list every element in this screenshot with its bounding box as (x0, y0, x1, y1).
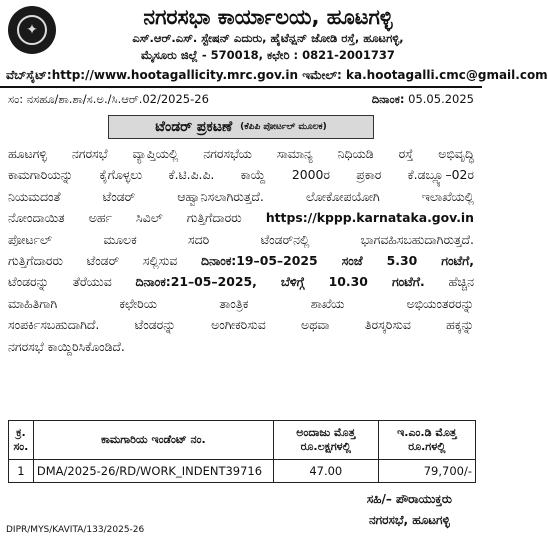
body-line: ಕಾಮಗಾರಿಯನ್ನು ಕೈಗೊಳ್ಳಲು ಕೆ.ಟಿ.ಪಿ.ಪಿ. ಕಾಯ್ದೆ 2000ರ ಪ್ರಕಾರ ಕೆ.ಡಬ್ಲ್ಯೂ–02ರ (8, 167, 474, 183)
body-line: ಸಂಪರ್ಕಿಸಬಹುದಾಗಿದೆ. ಟೆಂಡರನ್ನು ಅಂಗೀಕರಿಸುವ ಅಥವಾ ತಿರಸ್ಕರಿಸುವ ಹಕ್ಕನ್ನು (8, 317, 474, 333)
signature-block (367, 489, 452, 531)
letterhead-text (56, 4, 476, 64)
reference-date (372, 91, 474, 111)
address-line-2: ಮೈಸೂರು ಜಿಲ್ಲೆ - 570018, ಕಛೇರಿ : 0821-2001737 (141, 48, 395, 62)
body-line: ಮಾಹಿತಿಗಾಗಿ ಕಛೇರಿಯ ತಾಂತ್ರಿಕ ಶಾಖೆಯ ಅಭಿಯಂತರರನ್ನು (8, 295, 474, 311)
signature-line-2: ನಗರಸಭೆ, ಹೂಟಗಳ್ಳಿ (368, 513, 450, 527)
body-line (8, 250, 474, 271)
body-line (8, 271, 474, 292)
contact-row (0, 66, 548, 84)
government-emblem-icon: ✦ (8, 6, 56, 54)
body-line: ಪೋರ್ಟಲ್ ಮೂಲಕ ಸದರಿ ಟೆಂಡರ್‌ನಲ್ಲಿ ಭಾಗವಹಿಸಬಹುದಾಗಿರುತ್ತದೆ. (8, 231, 474, 247)
reference-number: ಸಂ: ನಸಹೂ/ಶಾ.ಶಾ/ಸ.ಅ./ಸಿ.ಆರ್.02/2025-26 (8, 92, 209, 106)
header-estimated-amount: ಅಂದಾಜು ಮೊತ್ತ ರೂ.ಲಕ್ಷಗಳಲ್ಲಿ (273, 421, 378, 460)
notice-body (0, 139, 482, 357)
body-line-text: ನೋಂದಾಯಿತ ಅರ್ಹ ಸಿವಿಲ್ ಗುತ್ತಿಗೆದಾರರು (8, 210, 242, 226)
cell-estimated-amount: 47.00 (273, 460, 378, 483)
dipr-code: DIPR/MYS/KAVITA/133/2025-26 (6, 525, 145, 535)
letterhead (0, 0, 482, 66)
tender-table (8, 420, 476, 483)
body-line: ಹೂಟಗಳ್ಳಿ ನಗರಸಭೆ ವ್ಯಾಪ್ತಿಯಲ್ಲಿ ನಗರಸಭೆಯ ಸಾಮಾನ್ಯ ನಿಧಿಯಡಿ ರಸ್ತೆ ಅಭಿವೃದ್ಧಿ (8, 146, 474, 161)
cell-indent-no: DMA/2025-26/RD/WORK_INDENT39716 (33, 460, 273, 483)
title-sub: (ಕೆಪಿಪಿ ಪೋರ್ಟಲ್ ಮೂಲಕ) (240, 122, 327, 132)
body-line-text: ಟೆಂಡರನ್ನು ತೆರೆಯುವ (8, 274, 112, 290)
date-value: 05.05.2025 (408, 92, 474, 106)
cell-sl-no: 1 (9, 460, 34, 483)
body-line: ನಿಯಮದಂತೆ ಟೆಂಡರ್ ಆಹ್ವಾನಿಸಲಾಗಿರುತ್ತದೆ. ಲೋಕೋಪಯೋಗಿ ಇಲಾಖೆಯಲ್ಲಿ (8, 188, 474, 204)
table-row (9, 460, 476, 483)
address-line-1: ಎಸ್.ಆರ್.ಎಸ್. ಸ್ಟೇಷನ್ ಎದುರು, ಹೈಟೆನ್ಷನ್ ಜೋಡಿ ರಸ್ತೆ, ಹೂಟಗಳ್ಳಿ, (132, 31, 404, 45)
email-label: ಇಮೇಲ್: (302, 68, 342, 82)
cell-emd-amount: 79,700/- (378, 460, 475, 483)
opening-date: ದಿನಾಂಕ:21–05–2025, ಬೆಳಿಗ್ಗೆ 10.30 ಗಂಟೆಗೆ. (135, 274, 425, 290)
reference-row (0, 88, 482, 111)
submission-deadline: ದಿನಾಂಕ:19–05–2025 ಸಂಜೆ 5.30 ಗಂಟೆಗೆ, (200, 253, 474, 269)
table-header-row (9, 421, 476, 460)
body-line-text: ಹೆಚ್ಚಿನ (448, 274, 474, 290)
header-sl-no: ಕ್ರ. ಸಂ. (9, 421, 34, 460)
notice-title (108, 115, 374, 139)
header-indent-no: ಕಾಮಗಾರಿಯ ಇಂಡೆಂಟ್ ನಂ. (33, 421, 273, 460)
portal-link[interactable]: https://kppp.karnataka.gov.in (265, 210, 474, 226)
header-emd-amount: ಇ.ಎಂ.ಡಿ ಮೊತ್ತ ರೂ.ಗಳಲ್ಲಿ (378, 421, 475, 460)
email-link[interactable]: ka.hootagalli.cmc@gmail.com (346, 68, 548, 82)
office-name: ನಗರಸಭಾ ಕಾರ್ಯಾಲಯ, ಹೂಟಗಳ್ಳಿ (143, 5, 393, 29)
body-line-text: ಗುತ್ತಿಗೆದಾರರು ಟೆಂಡರ್ ಸಲ್ಲಿಸುವ (8, 253, 178, 269)
body-line (8, 207, 474, 228)
website-label: ವೆಬ್‌ಸೈಟ್: (6, 68, 52, 82)
signature-line-1: ಸಹಿ/– ಪೌರಾಯುಕ್ತರು (366, 492, 452, 506)
title-main: ಟೆಂಡರ್ ಪ್ರಕಟಣೆ (155, 119, 233, 135)
body-line: ನಗರಸಭೆ ಕಾಯ್ದಿರಿಸಿಕೊಂಡಿದೆ. (8, 338, 125, 354)
date-label: ದಿನಾಂಕ: (371, 92, 405, 106)
website-link[interactable]: http://www.hootagallicity.mrc.gov.in (51, 68, 299, 82)
